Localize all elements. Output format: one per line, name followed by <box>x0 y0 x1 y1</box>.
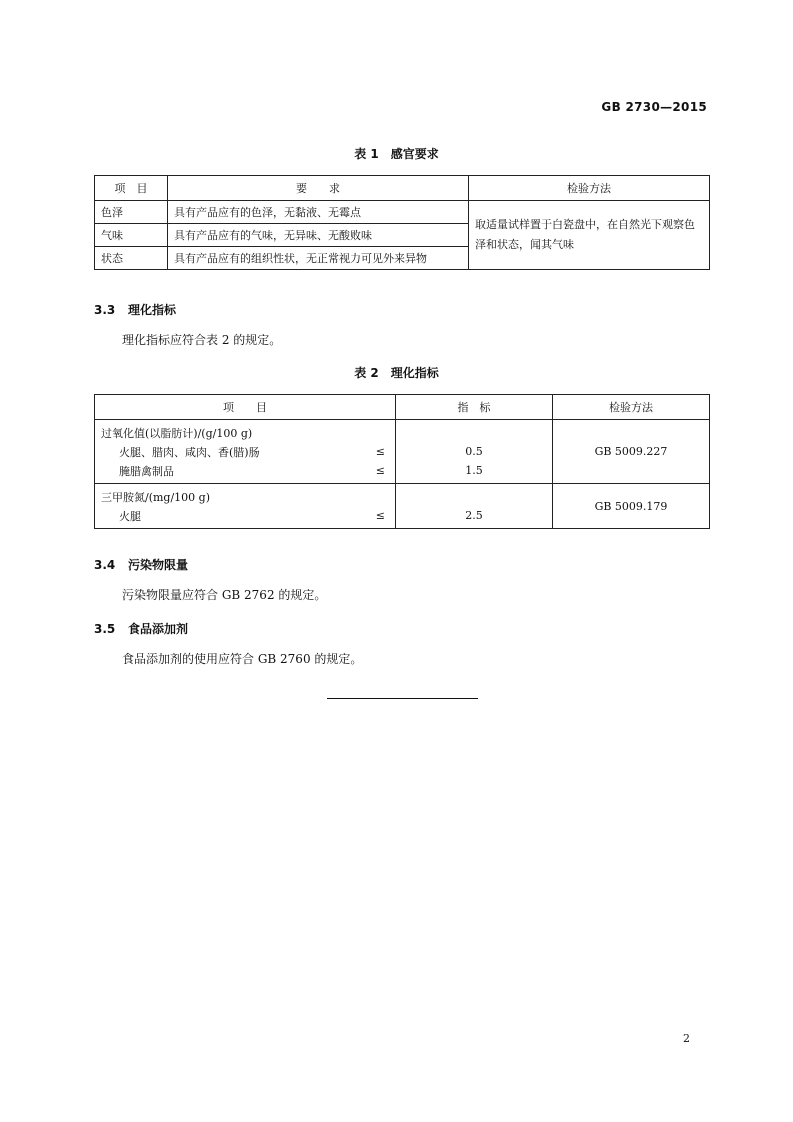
operator: ≤ <box>375 464 385 477</box>
table-header-row <box>95 176 710 201</box>
row-item: 色泽 <box>95 201 168 224</box>
item-name: 火腿、腊肉、咸肉、香(腊)肠 <box>119 445 260 459</box>
section-number: 3.3 <box>94 303 116 317</box>
section-heading-3-5 <box>94 620 188 637</box>
column-header-method: 检验方法 <box>553 395 710 420</box>
column-header-requirement: 要 求 <box>168 176 469 201</box>
method-cell: GB 5009.179 <box>553 484 710 529</box>
table1-caption: 表 1 感官要求 <box>354 147 439 161</box>
list-item <box>101 461 389 480</box>
operator: ≤ <box>375 509 385 522</box>
operator: ≤ <box>375 445 385 458</box>
section-number: 3.4 <box>94 558 116 572</box>
table2-caption: 表 2 理化指标 <box>354 366 439 380</box>
indicator-value: 1.5 <box>465 464 483 477</box>
method-cell: 取适量试样置于白瓷盘中，在自然光下观察色泽和状态，闻其气味 <box>469 201 710 270</box>
section-paragraph-3-5: 食品添加剂的使用应符合 GB 2760 的规定。 <box>122 652 363 666</box>
column-header-method: 检验方法 <box>469 176 710 201</box>
method-cell: GB 5009.227 <box>553 420 710 484</box>
group-title-text: 过氧化值(以脂肪计)/(g/100 g) <box>101 426 253 440</box>
standard-number: GB 2730—2015 <box>601 100 707 114</box>
section-heading-3-3 <box>94 301 176 318</box>
row-item: 状态 <box>95 247 168 270</box>
page-number: 2 <box>683 1032 690 1045</box>
group-title <box>101 487 389 506</box>
section-title: 食品添加剂 <box>128 622 189 636</box>
group-item-cell <box>95 420 396 484</box>
section-title: 理化指标 <box>128 303 177 317</box>
group-title <box>101 423 389 442</box>
indicator-value: 2.5 <box>465 509 483 522</box>
column-header-item: 项 目 <box>95 176 168 201</box>
table-row <box>95 484 710 529</box>
item-name: 火腿 <box>119 509 141 523</box>
physicochemical-indicators-table <box>94 394 710 529</box>
table-row <box>95 201 710 224</box>
group-item-cell <box>95 484 396 529</box>
section-number: 3.5 <box>94 622 116 636</box>
column-header-indicator: 指 标 <box>396 395 553 420</box>
table-header-row <box>95 395 710 420</box>
sensory-requirements-table <box>94 175 710 270</box>
list-item <box>101 442 389 461</box>
indicator-cell <box>396 420 553 484</box>
item-name: 腌腊禽制品 <box>119 464 174 478</box>
indicator-value: 0.5 <box>465 445 483 458</box>
row-requirement: 具有产品应有的组织性状，无正常视力可见外来异物 <box>168 247 469 270</box>
section-paragraph-3-4: 污染物限量应符合 GB 2762 的规定。 <box>122 588 327 602</box>
column-header-item: 项 目 <box>95 395 396 420</box>
group-title-text: 三甲胺氮/(mg/100 g) <box>101 490 211 504</box>
row-item: 气味 <box>95 224 168 247</box>
section-heading-3-4 <box>94 556 188 573</box>
indicator-cell <box>396 484 553 529</box>
end-rule <box>327 698 478 699</box>
row-requirement: 具有产品应有的气味，无异味、无酸败味 <box>168 224 469 247</box>
section-paragraph-3-3: 理化指标应符合表 2 的规定。 <box>122 333 282 347</box>
table-row <box>95 420 710 484</box>
row-requirement: 具有产品应有的色泽，无黏液、无霉点 <box>168 201 469 224</box>
list-item <box>101 506 389 525</box>
section-title: 污染物限量 <box>128 558 189 572</box>
